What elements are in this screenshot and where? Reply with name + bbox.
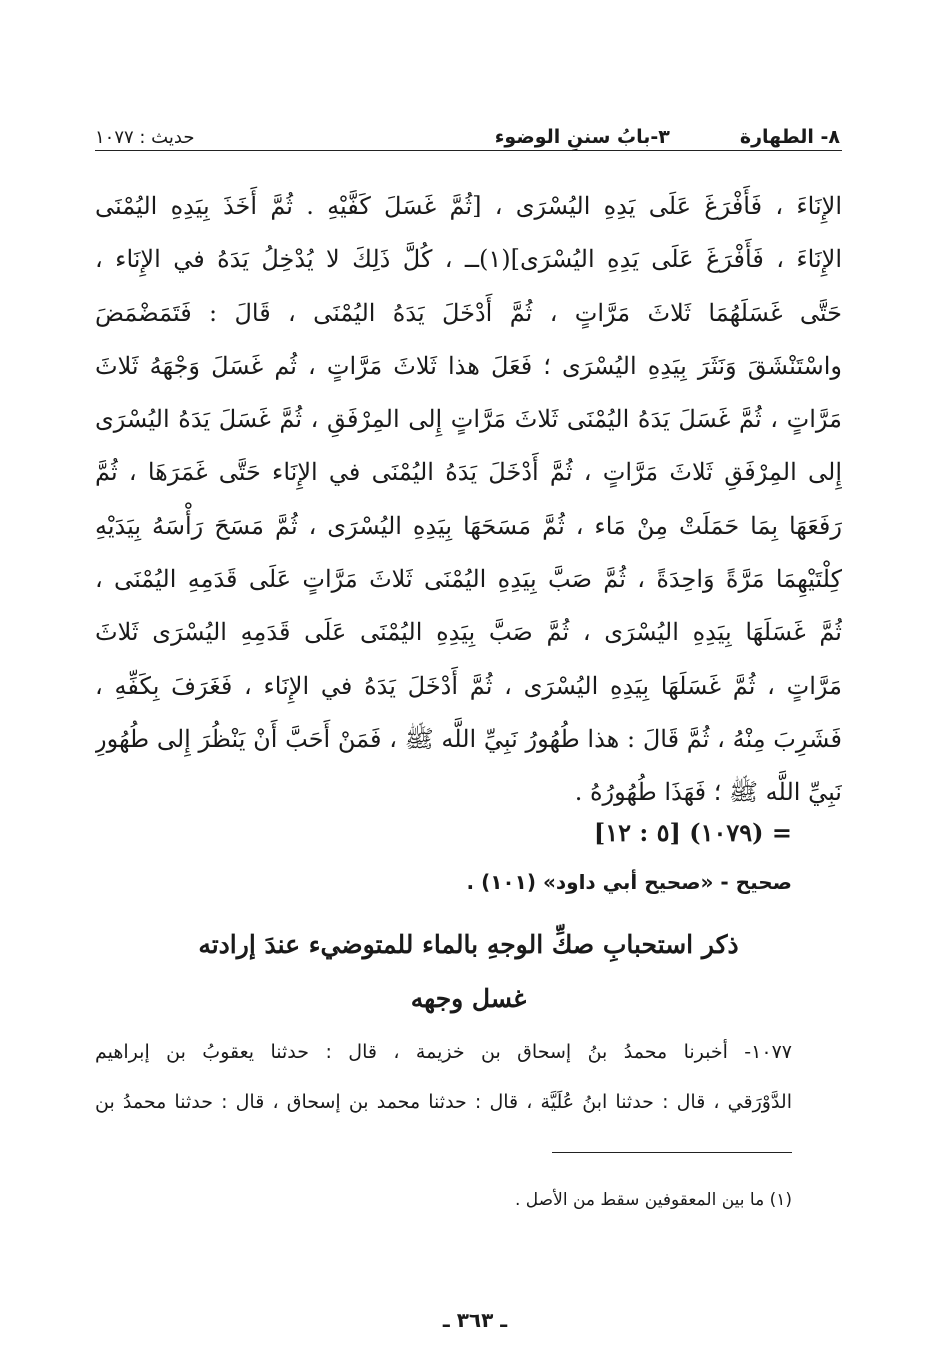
page-number: ـ ٣٦٣ ـ: [442, 1308, 508, 1332]
text-line: نَبِيِّ اللَّه ﷺ ؛ فَهَذَا طُهُورُهُ .: [574, 778, 842, 807]
section-heading-line2: غسل وجهه: [410, 984, 527, 1013]
text-line: رَفَعَهَا بِمَا حَمَلَتْ مِنْ مَاء ، ثُمَّ مَسَحَهَا بِيَدِهِ اليُسْرَى ، ثُمَّ مَسَحَ رَأْسَهُ بِيَدَيْهِ: [95, 511, 842, 540]
running-header: [95, 110, 840, 148]
footnote: (١) ما بين المعقوفين سقط من الأصل .: [515, 1190, 792, 1210]
isnad-line: ١٠٧٧- أخبرنا محمدُ بنُ إسحاق بن خزيمة ، قال : حدثنا يعقوبُ بن إبراهيم: [95, 1041, 792, 1063]
hadith-number-header: حديث : ١٠٧٧: [95, 127, 195, 148]
text-line: واسْتَنْشَقَ وَنَثَرَ بِيَدِهِ اليُسْرَى ؛ فَعَلَ هذا ثَلاثَ مَرَّاتٍ ، ثُم غَسَلَ وَجْهَهُ ثَلاثَ: [95, 351, 842, 380]
header-titles: [495, 126, 840, 148]
text-line: إِلى المِرْفَقِ ثَلاثَ مَرَّاتٍ ، ثُمَّ أَدْخَلَ يَدَهُ اليُمْنَى في الإِنَاء حَتَّى غَمَرَهَا ، ثُمَّ: [95, 458, 842, 487]
text-line: ثُمَّ غَسَلَهَا بِيَدِهِ اليُسْرَى ، ثُمَّ صَبَّ بِيَدِهِ اليُمْنَى عَلَى قَدَمِهِ اليُسْرَى ثَلاثَ: [95, 618, 842, 647]
text-line: الإِنَاءَ ، فَأَفْرَغَ عَلَى يَدِهِ اليُسْرَى](١)ــ ، كُلَّ ذَلِكَ لا يُدْخِلُ يَدَهُ في الإِنَاء ،: [95, 245, 842, 274]
section-heading-line1: ذكر استحبابِ صكِّ الوجهِ بالماء للمتوضيء عندَ إرادته: [198, 930, 739, 959]
isnad-line: الدَّوْرَقي ، قال : حدثنا ابنُ عُلَيَّة ، قال : حدثنا محمد بن إسحاق ، قال : حدثنا محمدُ بن: [95, 1091, 792, 1113]
text-line: حَتَّى غَسَلَهُمَا ثَلاثَ مَرَّاتٍ ، ثُمَّ أَدْخَلَ يَدَهُ اليُمْنَى ، قَالَ : فَتَمَضْمَضَ: [95, 298, 842, 327]
chapter-title: ٨- الطهارة: [739, 126, 840, 148]
hadith-text: [95, 180, 842, 820]
text-line: فَشَرِبَ مِنْهُ ، ثُمَّ قَالَ : هذا طُهُورُ نَبِيِّ اللَّه ﷺ ، فَمَنْ أَحَبَّ أَنْ يَنْظُرَ إِلى طُهُورِ: [95, 724, 842, 753]
header-divider: [95, 150, 842, 151]
section-title-header: ٣-بابُ سننِ الوضوء: [494, 126, 670, 148]
cross-reference: = (١٠٧٩) [٥ : ١٢]: [593, 818, 792, 847]
text-line: مَرَّاتٍ ، ثُمَّ غَسَلَ يَدَهُ اليُمْنَى ثَلاثَ مَرَّاتٍ إِلى المِرْفَقِ ، ثُمَّ غَسَلَ يَدَهُ اليُسْرَى: [95, 405, 842, 434]
section-heading: [95, 920, 842, 1024]
text-line: الإِنَاءَ ، فَأَفْرَغَ عَلَى يَدِهِ اليُسْرَى ، [ثُمَّ غَسَلَ كَفَّيْهِ . ثُمَّ أَخَذَ بِيَدِهِ اليُمْنَى: [95, 192, 842, 220]
grading-note: صحيح - «صحيح أبي داود» (١٠١) .: [466, 870, 792, 894]
text-line: مَرَّاتٍ ، ثُمَّ غَسَلَهَا بِيَدِهِ اليُسْرَى ، ثُمَّ أَدْخَلَ يَدَهُ في الإِنَاء ، فَغَرَفَ بِكَفِّهِ ،: [95, 671, 842, 700]
footnote-divider: [552, 1152, 792, 1153]
isnad-text: [95, 1027, 792, 1127]
text-line: كِلْتَيْهِمَا مَرَّةً وَاحِدَةً ، ثُمَّ صَبَّ بِيَدِهِ اليُمْنَى ثَلاثَ مَرَّاتٍ عَلَى قَدَمِهِ اليُمْنَى ،: [95, 565, 842, 594]
